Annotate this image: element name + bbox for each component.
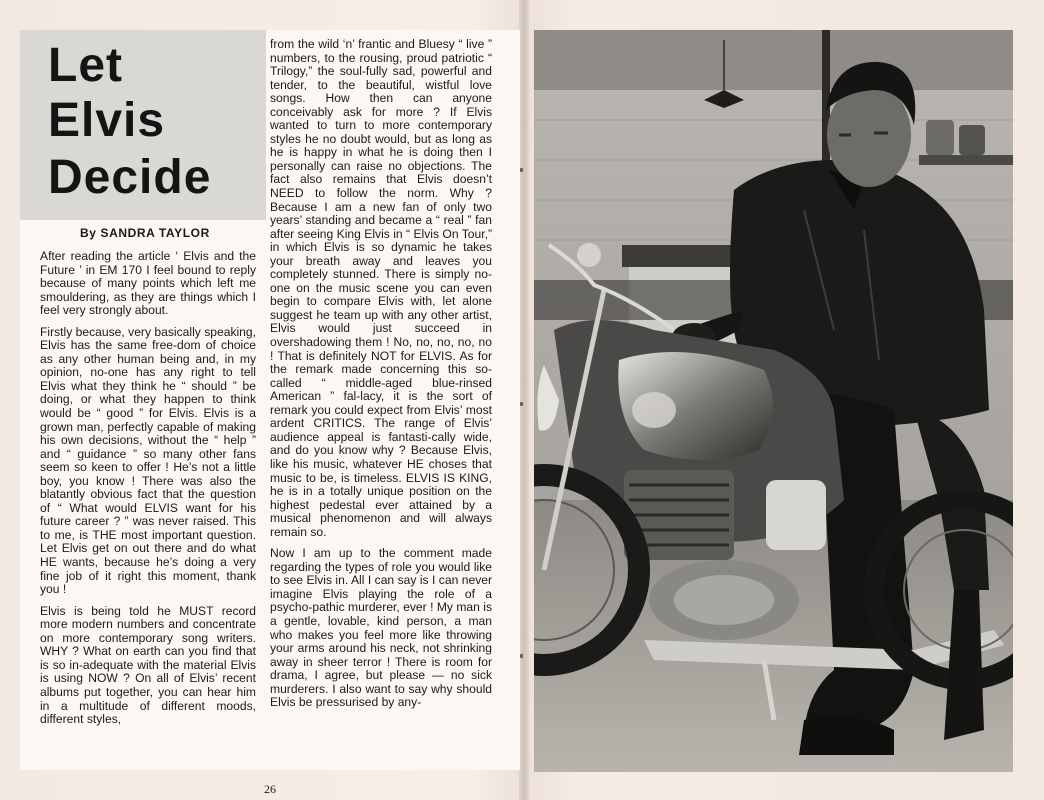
paragraph: Firstly because, very basically speaking, Elvis has the same free-dom of choice as any other human being and, in my opinion, no-one has any right to tell Elvis what they think he “ should ” be doing, or what they happen to think would be “ good ” for Elvis. Elvis is a grown man, perfectly capable of making his own decisions, without the “ help ” and “ guidance ” so many other fans seem so keen to offer ! He’s not a little boy, you know ! There was also the blatantly obvious fact that the question of “ What would ELVIS want for his future career ? ” was never raised. This to me, is THE most important question. Let Elvis get on out there and do what HE wants, because he’s doing a very fine job of it right this moment, thank you ! [40, 324, 256, 597]
paragraph: from the wild ‘n’ frantic and Bluesy “ live ” numbers, to the rousing, proud patriotic “ Trilogy,” the soul-fully sad, powerful and tender, to the beautiful, wistful love songs. How then can anyone conceivably ask for more ? If Elvis wanted to turn to more contemporary styles he no doubt would, but as long as he is happy in what he is doing then I personally can raise no objections. The fact also remains that Elvis doesn’t NEED to follow the norm. Why ? Because I am a new fan of only two years’ standing and became a “ real ” fan after seeing King Elvis in “ Elvis On Tour,” in which Elvis is so dynamic he takes your breath away and leaves you completely stunned. There is simply no-one on the music scene you can even begin to compare Elvis with, let alone suggest he team up with any other artist, Elvis would just succeed in overshadowing them ! No, no, no, no, no ! That is definitely NOT for ELVIS. As for the remark made concerning this so-called “ middle-aged blue-rinsed American ” fal-lacy, it is the sort of remark you could expect from Elvis’ most ardent CRITICS. The range of Elvis’ audience appeal is fantasti-cally wide, and do you know why ? Because Elvis, like his music, whatever HE choses that music to be, is timeless. ELVIS IS KING, he is in a totally unique position on the highest pedestal ever attained by a musical phenomenon and will always remain so. [270, 37, 492, 539]
staple-mark [520, 402, 523, 406]
byline: By SANDRA TAYLOR [80, 226, 210, 240]
page-number: 26 [264, 782, 276, 796]
elvis-motorcycle-photo [534, 30, 1013, 772]
article-title-line-2: Elvis [48, 94, 166, 147]
photo-illustration [534, 30, 1013, 772]
title-panel [20, 30, 266, 220]
page-gutter [519, 0, 529, 800]
article-title-line-3: Decide [48, 151, 212, 204]
left-page [20, 30, 520, 796]
article-column-2 [270, 38, 492, 718]
paragraph: Now I am up to the comment made regarding the types of role you would like to see Elvis in. All I can say is I can never imagine Elvis playing the role of a psycho-pathic murderer, ever ! My man is a gentle, lovable, kind person, a man who makes you feel more like throwing your arms around his neck, not shrinking away in sheer terror ! There is room for drama, I agree, but please — no sick murderers. I also want to say why should Elvis be pressurised by any- [270, 546, 492, 710]
staple-mark [520, 654, 523, 658]
paragraph: Elvis is being told he MUST record more modern numbers and concentrate on more contemporary song writers. WHY ? What on earth can you find that is so in-adequate with the material Elvis is using NOW ? On all of Elvis’ recent albums put together, you can hear him in a multitude of different moods, different styles, [40, 603, 256, 727]
article-column-1 [40, 250, 256, 735]
article-title-line-1: Let [48, 39, 123, 92]
paragraph: After reading the article ‘ Elvis and the Future ’ in EM 170 I feel bound to reply because of many points which left me smouldering, as they are things which I feel very strongly about. [40, 249, 256, 318]
staple-mark [520, 168, 523, 172]
